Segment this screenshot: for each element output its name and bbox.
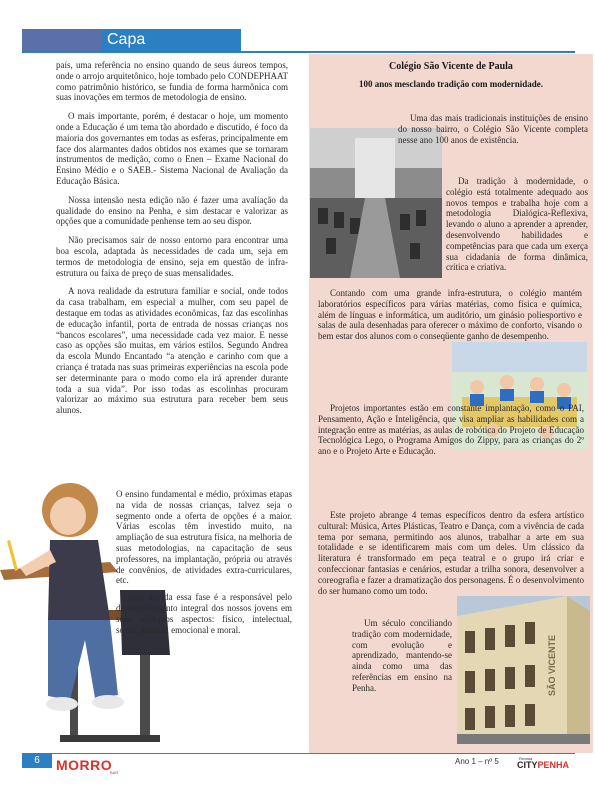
sidebar-title: Colégio São Vicente de Paula	[389, 61, 513, 72]
morro-bar-logo: MORRO	[56, 757, 113, 773]
sidebar-paragraph: Da tradição à modernidade, o colégio está totalmente adequado aos novos tempos e trabalha hoje com a metodologia Dialógica-Reflexiva, levando o aluno a aprender a aprender, desenvolvendo habilidades e competências para que cada um exerça sua cidadania de forma dinâmica, crítica e criativa.	[446, 176, 588, 273]
sidebar-paragraph: Contando com uma grande infra-estrutura, o colégio mantém laboratórios específicos para várias matérias, como física e química, além de línguas e informática, um auditório, um ginásio poliesportivo e salas de aula desenhadas para oferecer o máximo de conforto, visando o bem estar dos alunos com o conseqüente ganho de desempenho.	[318, 288, 582, 342]
article-column-left-lower	[116, 489, 292, 641]
article-paragraph: O mais importante, porém, é destacar o hoje, um momento onde a Educação é um tema tão abordado e discutido, é foco da maioria dos governantes em todas as esferas, principalmente em face dos alarmantes dados obtidos nos exames que se tornaram instrumentos de medição, como o Enen – Exame Nacional do Ensino Médio e o SAEB.- Sistema Nacional de Avaliação da Educação Básica.	[56, 111, 288, 186]
sidebar-paragraph: Projetos importantes estão em constante implantação, como o PAI, Pensamento, Ação e Inteligência, que visa ampliar as habilidades com a integração entre as matérias, as aulas de robótica do Projeto de Educação Tecnológica Lego, o Programa Amigos do Zippy, para as crianças do 2º ano e o Projeto Arte e Educação.	[318, 403, 584, 457]
building-sign: SÃO VICENTE	[547, 634, 557, 696]
brand-penha: PENHA	[537, 760, 570, 770]
brand-small-label: Revista	[519, 756, 533, 761]
article-paragraph: O ensino fundamental e médio, próximas etapas na vida de nossas crianças, talvez seja o segmento onde a oferta de opções é a maior. Várias escolas têm investido muito, na ampliação de sua estrutura física, na melhoria de suas metodologias, na capacitação de seus professores, na implantação, própria ou através de convênios, de atividades extra-curriculares, etc.	[116, 489, 292, 586]
sidebar-text-right	[446, 176, 588, 279]
sidebar-text-top	[398, 113, 588, 151]
article-column-left	[56, 60, 288, 424]
section-title: Capa	[101, 29, 241, 51]
sidebar-paragraph: Este projeto abrange 4 temas específicos dentro da esfera artístico cultural: Música, Artes Plásticas, Teatro e Dança, com a vivência de cada tema por semana, permitindo aos alunos, trabalhar a arte em sua totalidade e se identificarem mais com um deles. Um clássico da literatura é transformado em peça teatral e o grupo irá criar e confeccionar fantasias e cenários, estudar a trilha sonora, desenvolver a coreografia e fazer a dramatização dos personagens. É o desenvolvimento do ser humano como um todo.	[318, 510, 584, 596]
sidebar-text-projects	[318, 403, 584, 463]
sidebar-text-mid	[318, 288, 582, 348]
header-rule	[22, 51, 575, 53]
footer-rule	[22, 753, 575, 754]
article-paragraph: país, uma referência no ensino quando de seus áureos tempos, onde o arrojo arquitetônico, hoje tombado pelo CONDEPHAAT como patrimônio histórico, se fundia de forma harmônica com suas inovações em termos de metodologia de ensino.	[56, 60, 288, 103]
page-number: 6	[34, 755, 40, 766]
article-paragraph: A nova realidade da estrutura familiar e social, onde todos da casa trabalham, em especial a mulher, com seu papel de destaque em todas as atividades econômicas, faz das escolinhas de educação infantil, porta de entrada de nossas crianças nos “bancos escolares”, uma necessidade cada vez maior. E nesse caso as opções são muitas, em vários estilos. Segundo Andrea da escola Mundo Encantado “a atenção e carinho com que a criança é tratada nas suas primeiras experiências na escola pode ser determinante para o modo como ela irá aprender durante toda a sua vida”. Por isso todas as escolinhas procuram valorizar ao máximo sua estrutura para receber bem seus alunos.	[56, 286, 288, 416]
article-paragraph: Sem dúvida essa fase é a responsável pelo desenvolvimento integral dos nossos jovens em seus múltiplos aspectos: físico, intelectual, social, escolar, emocional e moral.	[116, 592, 292, 635]
sidebar-paragraph: Uma das mais tradicionais instituições de ensino do nosso bairro, o Colégio São Vicente completa nesse ano 100 anos de existência.	[398, 113, 588, 145]
article-paragraph: Não precisamos sair de nosso entorno para encontrar uma boa escola, adaptada às necessidades de cada um, seja em termos de metodologia de ensino, seja em questão de infra-estrutura ou faixa de preço de suas mensalidades.	[56, 235, 288, 278]
brand-city: CITY	[517, 760, 538, 770]
header-band	[22, 29, 102, 51]
sidebar-text-arts	[318, 510, 584, 602]
morro-bar-logo-sub: BAR	[110, 770, 119, 775]
article-paragraph: Nossa intensão nesta edição não é fazer uma avaliação da qualidade do ensino na Penha, e sim destacar e valorizar as opções que a comunidade penhense tem ao seu dispor.	[56, 194, 288, 227]
sidebar-text-closing	[352, 618, 452, 700]
issue-label: Ano 1 – nº 5	[455, 757, 499, 766]
school-building-photo	[457, 596, 590, 744]
sidebar-paragraph: Um século conciliando tradição com modernidade, com evolução e aprendizado, mantendo-se ainda como uma das referências em ensino na Penha.	[352, 618, 452, 693]
city-penha-logo	[517, 760, 569, 770]
sidebar-subtitle: 100 anos mesclando tradição com modernidade.	[359, 79, 543, 89]
